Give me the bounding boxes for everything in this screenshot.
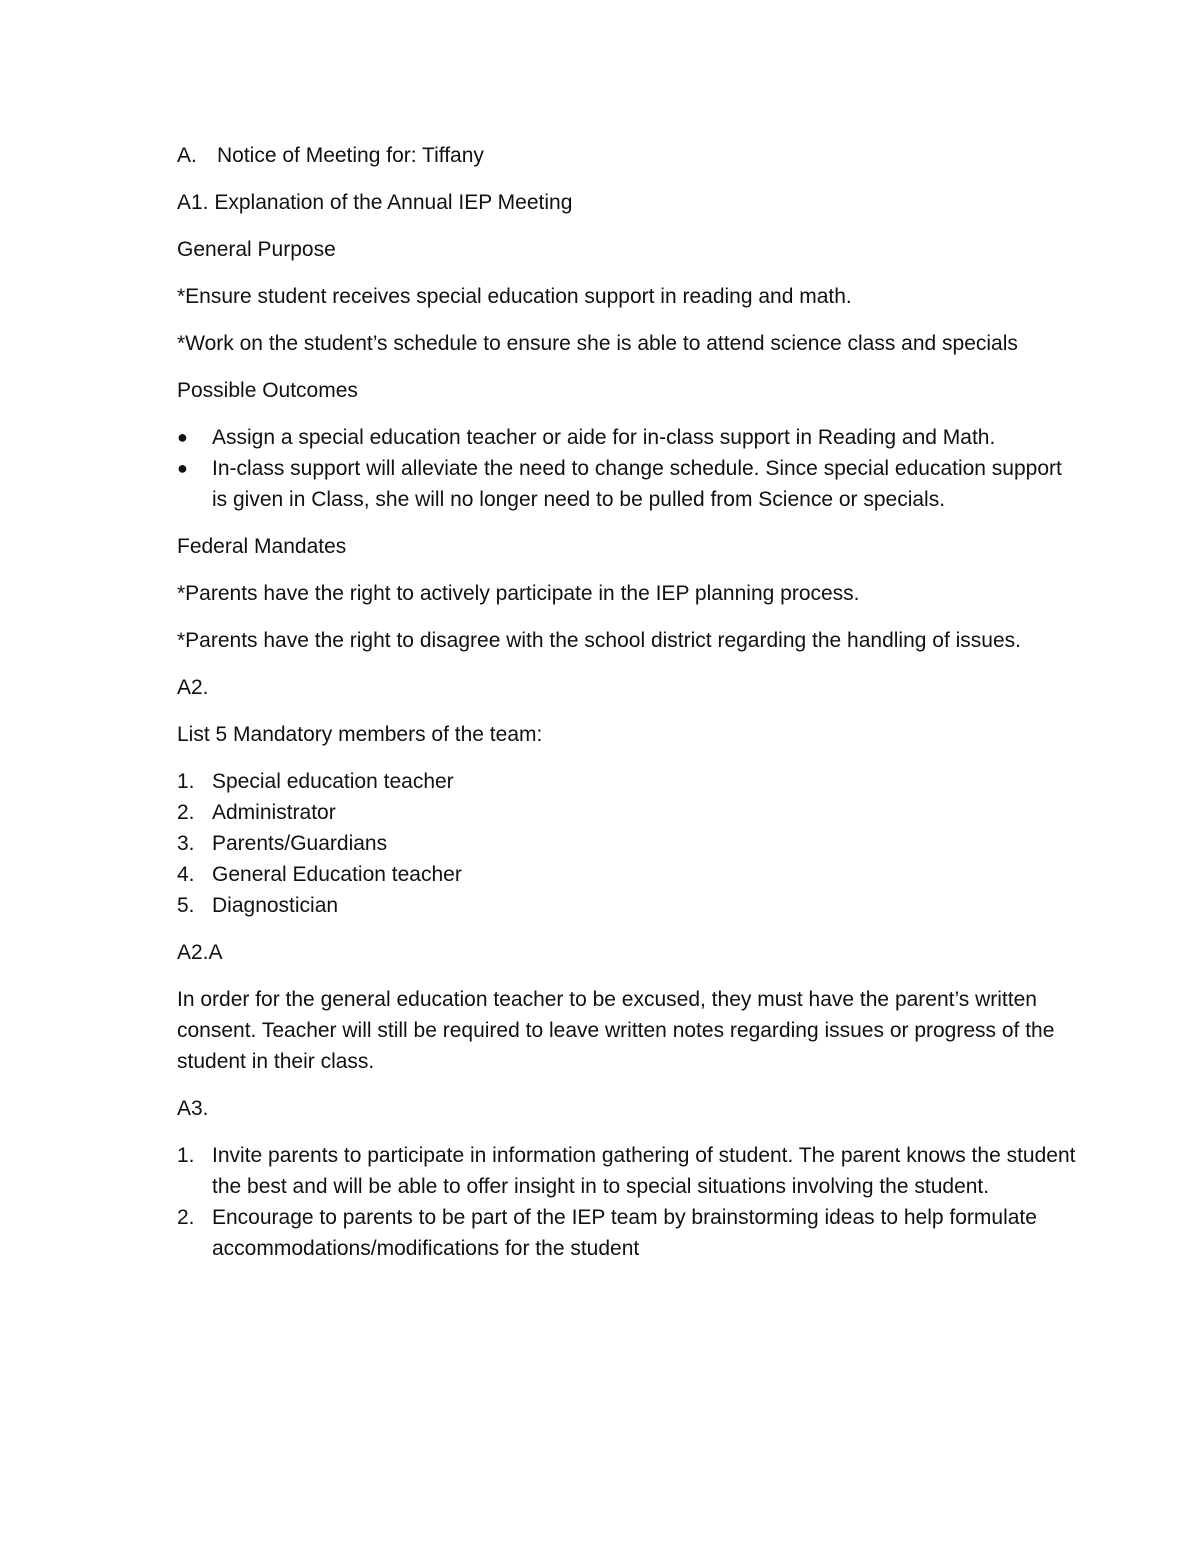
list-item xyxy=(177,797,1077,828)
general-purpose-item: *Ensure student receives special education support in reading and math. xyxy=(177,285,852,308)
list-item xyxy=(177,453,1077,515)
list-item-text: General Education teacher xyxy=(212,863,462,886)
list-number: 2. xyxy=(177,1206,195,1229)
list-item xyxy=(177,828,1077,859)
a2a-label: A2.A xyxy=(177,941,223,964)
notice-heading xyxy=(177,140,1077,171)
bullet-icon: ● xyxy=(177,458,188,478)
federal-mandates-item: *Parents have the right to disagree with the school district regarding the handling of issues. xyxy=(177,629,1021,652)
list-number: 1. xyxy=(177,770,195,793)
federal-mandates-heading: Federal Mandates xyxy=(177,535,347,558)
mandatory-members-list xyxy=(177,766,1077,921)
document-body xyxy=(177,140,1077,1280)
list-item xyxy=(177,766,1077,797)
list-item xyxy=(177,890,1077,921)
notice-text: Notice of Meeting for: Tiffany xyxy=(217,144,484,167)
general-purpose-item: *Work on the student’s schedule to ensure she is able to attend science class and specials xyxy=(177,332,1018,355)
a1-title: A1. Explanation of the Annual IEP Meeting xyxy=(177,191,573,214)
a2-label: A2. xyxy=(177,676,209,699)
list-item xyxy=(177,1140,1077,1202)
a3-label: A3. xyxy=(177,1097,209,1120)
list-item-text: Assign a special education teacher or aide for in-class support in Reading and Math. xyxy=(212,426,996,449)
possible-outcomes-heading: Possible Outcomes xyxy=(177,379,358,402)
list-item-text: Invite parents to participate in information gathering of student. The parent knows the student the best and will be able to offer insight in to special situations involving the student. xyxy=(212,1144,1076,1198)
list-item-text: Administrator xyxy=(212,801,336,824)
list-item-text: Special education teacher xyxy=(212,770,454,793)
possible-outcomes-list xyxy=(177,422,1077,515)
list-number: 2. xyxy=(177,801,195,824)
list-number: 3. xyxy=(177,832,195,855)
list-item xyxy=(177,422,1077,453)
bullet-icon: ● xyxy=(177,427,188,447)
federal-mandates-item: *Parents have the right to actively participate in the IEP planning process. xyxy=(177,582,860,605)
list-item-text: In-class support will alleviate the need to change schedule. Since special education support is given in Class, she will no longer need to be pulled from Science or specials. xyxy=(212,457,1062,511)
list-item-text: Encourage to parents to be part of the IEP team by brainstorming ideas to help formulate accommodations/modifications for the student xyxy=(212,1206,1037,1260)
list-item-text: Parents/Guardians xyxy=(212,832,388,855)
a2-intro: List 5 Mandatory members of the team: xyxy=(177,723,543,746)
a3-list xyxy=(177,1140,1077,1264)
a2a-paragraph: In order for the general education teacher to be excused, they must have the parent’s written consent. Teacher will still be required to leave written notes regarding issues or progress of the student in their class. xyxy=(177,988,1055,1073)
list-item xyxy=(177,859,1077,890)
list-item-text: Diagnostician xyxy=(212,894,339,917)
list-number: 4. xyxy=(177,863,195,886)
general-purpose-heading: General Purpose xyxy=(177,238,336,261)
list-item xyxy=(177,1202,1077,1264)
list-number: 5. xyxy=(177,894,195,917)
notice-letter: A. xyxy=(177,144,197,167)
list-number: 1. xyxy=(177,1144,195,1167)
